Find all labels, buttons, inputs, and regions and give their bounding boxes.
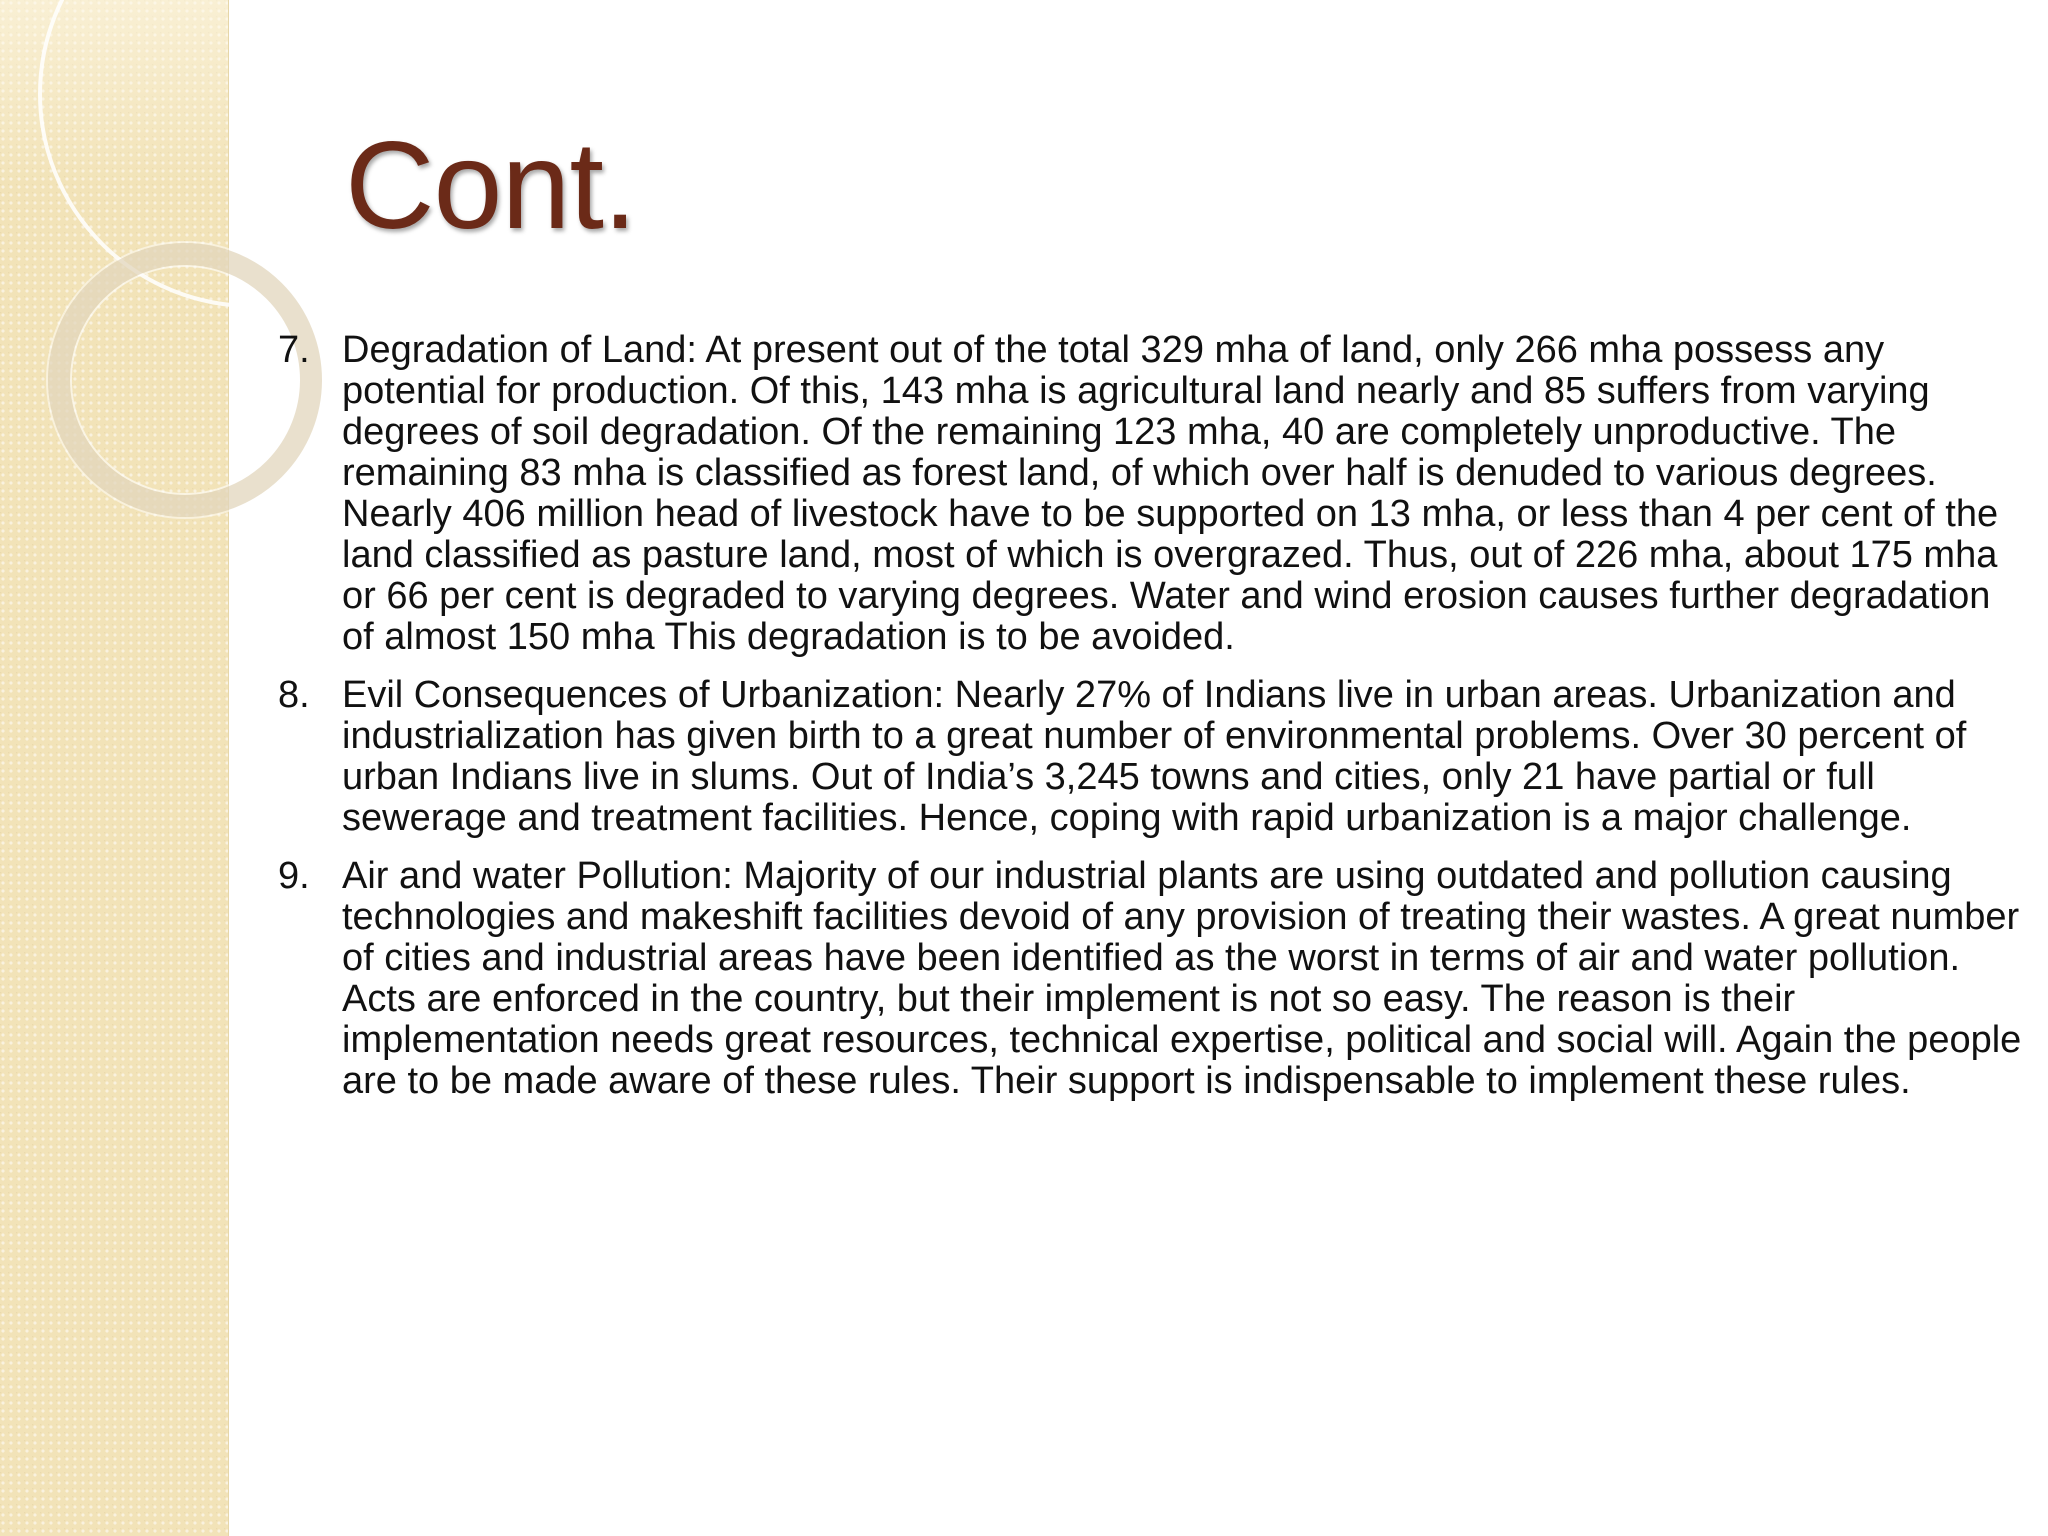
list-item-number: 8. [278,674,310,716]
list-item-text: Evil Consequences of Urbanization: Nearly 27% of Indians live in urban areas. Urbanization and industrialization has given birth to a great number of environmental problems. Over 30 percent of urban Indians live in slums. Out of India’s 3,245 towns and cities, only 21 have partial or full sewerage and treatment facilities. Hence, coping with rapid urbanization is a major challenge. [342,674,1967,839]
list-item-text: Degradation of Land: At present out of the total 329 mha of land, only 266 mha possess any potential for production. Of this, 143 mha is agricultural land nearly and 85 suffers from varying degrees of soil degradation. Of the remaining 123 mha, 40 are completely unproductive. The remaining 83 mha is classified as forest land, of which over half is denuded to various degrees. Nearly 406 million head of livestock have to be supported on 13 mha, or less than 4 per cent of the land classified as pasture land, most of which is overgrazed. Thus, out of 226 mha, about 175 mha or 66 per cent is degraded to varying degrees. Water and wind erosion causes further degradation of almost 150 mha This degradation is to be avoided. [342,329,1999,658]
list-item-text: Air and water Pollution: Majority of our industrial plants are using outdated and pollution causing technologies and makeshift facilities devoid of any provision of treating their wastes. A great number of cities and industrial areas have been identified as the worst in terms of air and water pollution. Acts are enforced in the country, but their implement is not so easy. The reason is their implementation needs great resources, technical expertise, political and social will. Again the people are to be made aware of these rules. Their support is indispensable to implement these rules. [342,855,2022,1102]
list-item [278,330,2028,658]
list-item [278,675,2028,839]
list-item-number: 7. [278,329,310,371]
slide-title: Cont. [345,117,637,255]
list-item-number: 9. [278,855,310,897]
numbered-list [278,330,2028,1119]
list-item [278,856,2028,1102]
